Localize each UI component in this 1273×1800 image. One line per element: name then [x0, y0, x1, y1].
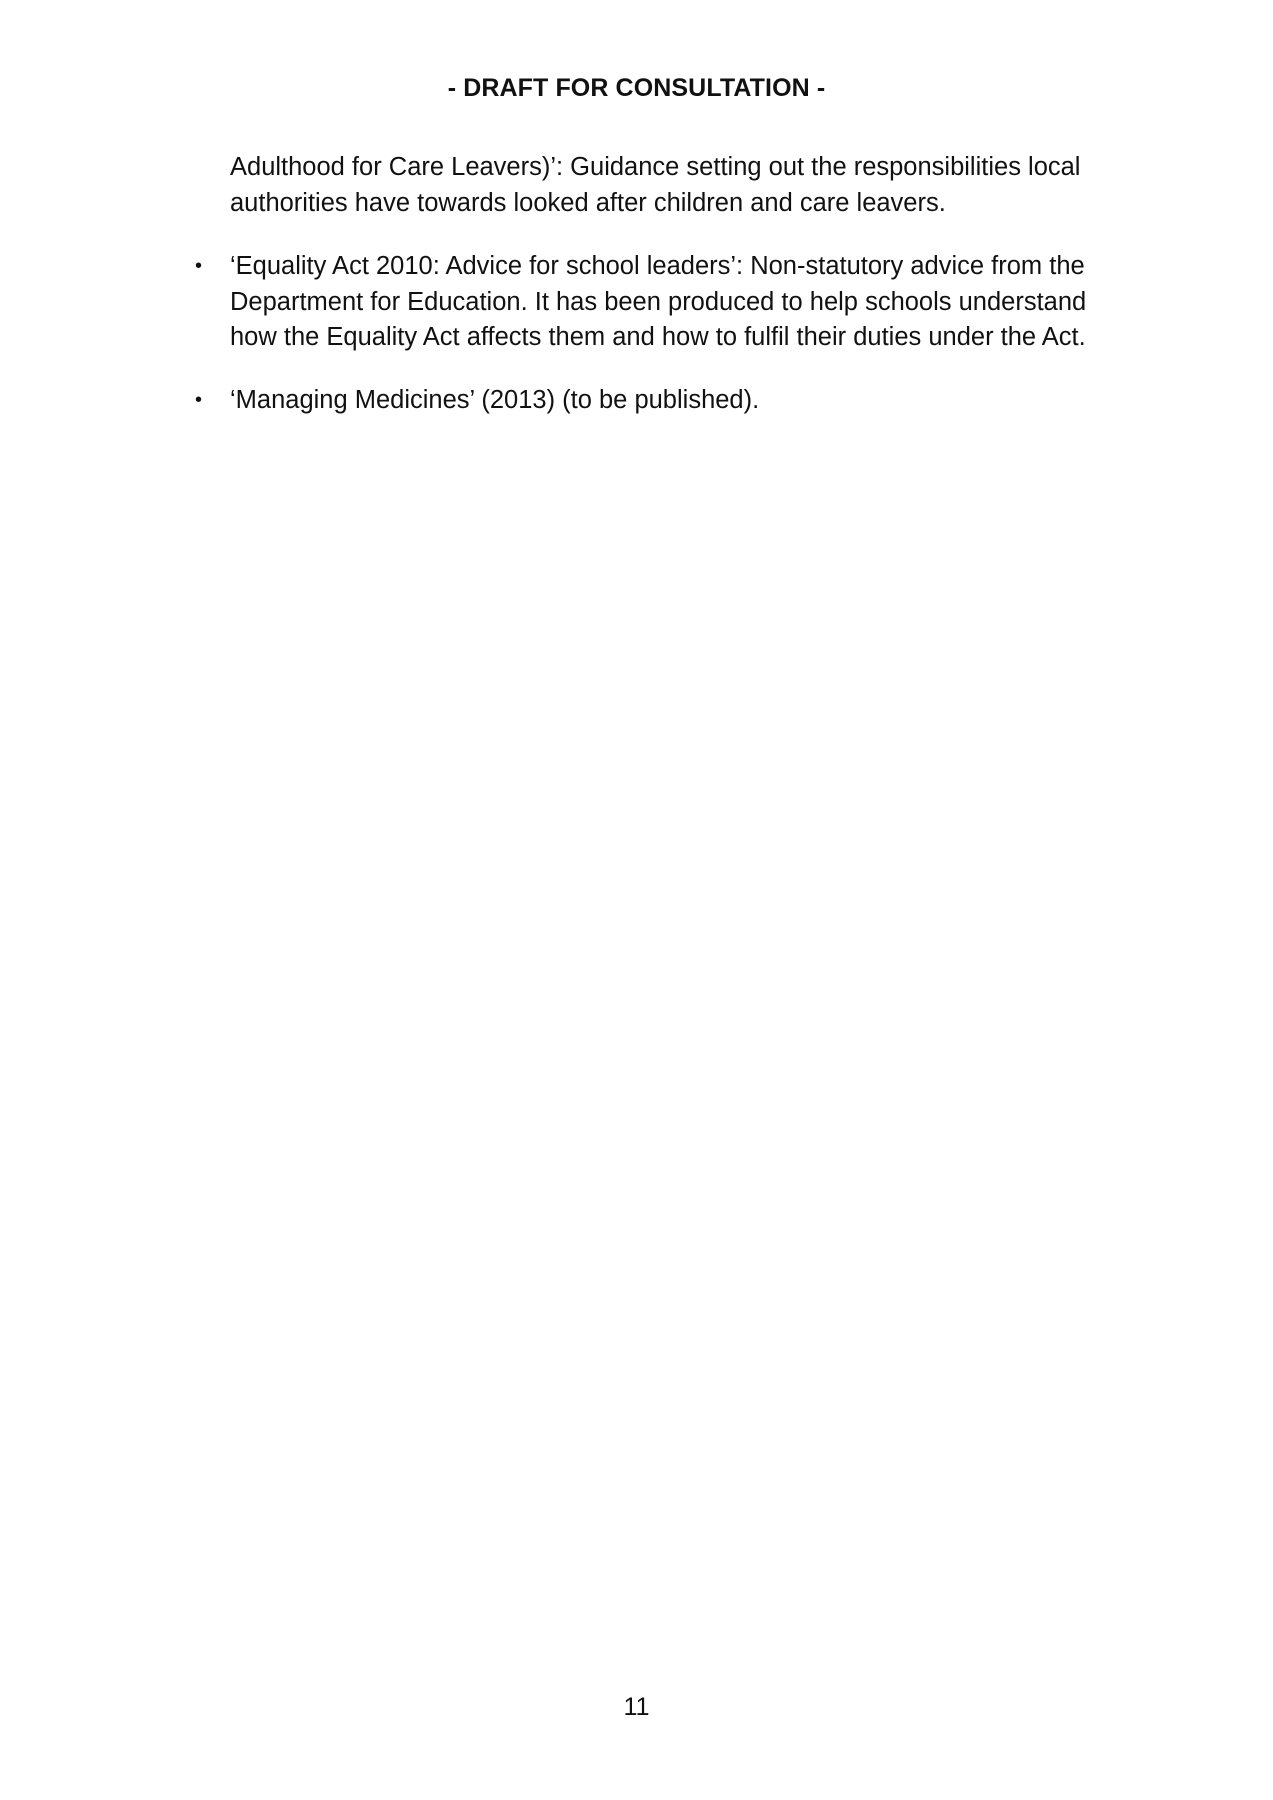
- bullet-icon: •: [195, 388, 203, 411]
- draft-header: - DRAFT FOR CONSULTATION -: [447, 74, 826, 102]
- bullet-icon: •: [195, 255, 203, 277]
- continuation-paragraph: Adulthood for Care Leavers)’: Guidance setting out the responsibilities local authorities have towards looked after children and care leavers.: [230, 153, 1081, 217]
- list-item: [190, 383, 1120, 419]
- list-item-text: ‘Equality Act 2010: Advice for school leaders’: Non-statutory advice from the Department for Education. It has been produced to help schools understand how the Equality Act affects them and how to fulfil their duties under the Act.: [230, 252, 1087, 351]
- list-item: [190, 249, 1120, 356]
- list-item-text: ‘Managing Medicines’ (2013) (to be published).: [230, 385, 760, 414]
- reference-list: [190, 249, 1120, 445]
- page-number: 11: [623, 1693, 650, 1721]
